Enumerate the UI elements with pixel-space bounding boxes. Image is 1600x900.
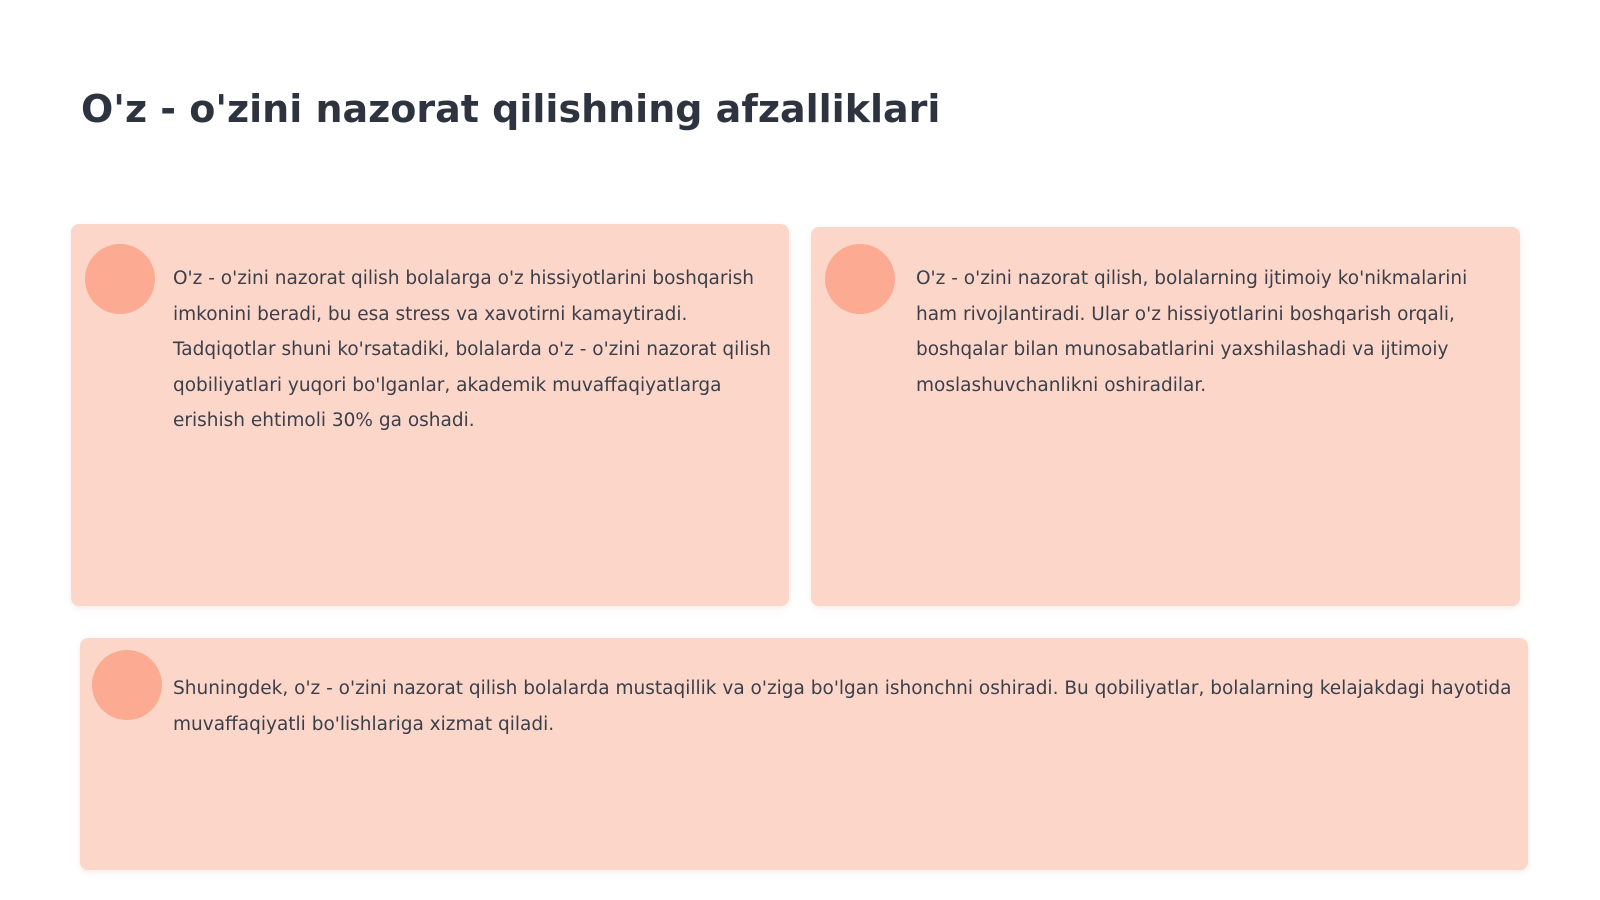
circle-bullet-icon bbox=[825, 244, 895, 314]
circle-bullet-icon bbox=[85, 244, 155, 314]
benefit-card-text: Shuningdek, o'z - o'zini nazorat qilish bolalarda mustaqillik va o'ziga bo'lgan ishonchni oshiradi. Bu qobiliyatlar, bolalarning kelajakdagi hayotida muvaffaqiyatli bo'lishlariga xizmat qiladi. bbox=[173, 678, 1512, 735]
benefit-card-text: O'z - o'zini nazorat qilish, bolalarning ijtimoiy ko'nikmalarini ham rivojlantiradi. Ular o'z hissiyotlarini boshqarish orqali, boshqalar bilan munosabatlarini yaxshilashadi va ijtimoiy moslashuvchanlikni oshiradilar. bbox=[916, 268, 1468, 396]
circle-bullet-icon bbox=[92, 650, 162, 720]
benefit-card-3 bbox=[80, 638, 1528, 870]
benefit-card-text: O'z - o'zini nazorat qilish bolalarga o'z hissiyotlarini boshqarish imkonini beradi, bu esa stress va xavotirni kamaytiradi. Tadqiqotlar shuni ko'rsatadiki, bolalarda o'z - o'zini nazorat qilish qobiliyatlari yuqori bo'lganlar, akademik muvaffaqiyatlarga erishish ehtimoli 30% ga oshadi. bbox=[173, 268, 771, 431]
benefit-card-1 bbox=[71, 224, 789, 606]
benefit-card-2 bbox=[811, 227, 1520, 606]
slide-title: O'z - o'zini nazorat qilishning afzalliklari bbox=[81, 87, 941, 131]
